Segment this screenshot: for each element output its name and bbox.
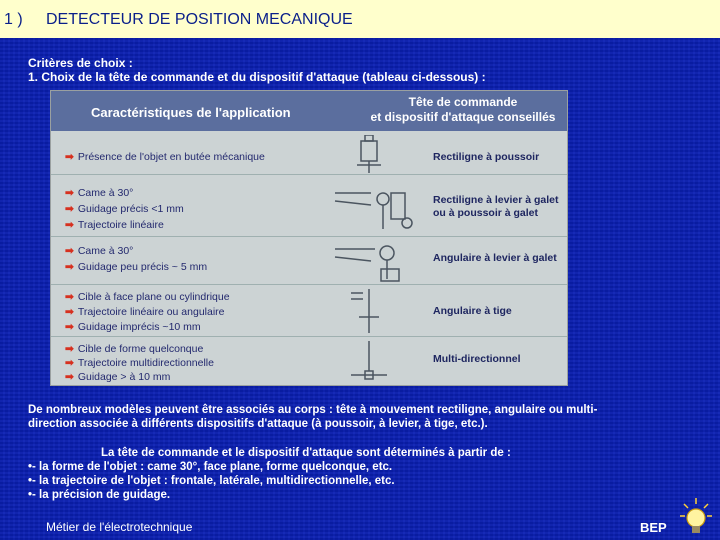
row-item	[65, 187, 133, 199]
list-item: •- la forme de l'objet : came 30°, face plane, forme quelconque, etc.	[28, 461, 393, 473]
row-item	[65, 321, 201, 333]
row-item-label: Cible de forme quelconque	[77, 343, 204, 355]
row-result-line: Rectiligne à levier à galet	[433, 194, 559, 206]
row-item	[65, 245, 133, 257]
list-item: •- la précision de guidage.	[28, 489, 171, 501]
paragraph-line: De nombreux modèles peuvent être associés au corps : tête à mouvement rectiligne, angulaire ou multi-	[28, 404, 598, 416]
footer-left: Métier de l'électrotechnique	[46, 520, 193, 534]
row-item-label: Cible à face plane ou cylindrique	[77, 291, 230, 303]
row-item-label: Guidage précis <1 mm	[77, 203, 184, 215]
row-item-label: Trajectoire multidirectionnelle	[77, 357, 214, 369]
arrow-icon: ➡	[65, 291, 74, 303]
row-result	[433, 353, 521, 366]
determination-list	[28, 460, 395, 502]
arrow-icon: ➡	[65, 187, 74, 199]
row-item-label: Trajectoire linéaire	[77, 219, 164, 231]
row-divider	[51, 336, 567, 337]
page-title: DETECTEUR DE POSITION MECANIQUE	[46, 11, 353, 28]
header-characteristics: Caractéristiques de l'application	[91, 105, 291, 120]
row-item-label: Guidage peu précis ~ 5 mm	[77, 261, 208, 273]
row-item-label: Came à 30°	[77, 245, 134, 257]
angular-lever-drawing	[331, 241, 431, 283]
row-item	[65, 371, 170, 383]
arrow-icon: ➡	[65, 321, 74, 333]
row-item	[65, 343, 203, 355]
row-item-label: Came à 30°	[77, 187, 134, 199]
rod-head-drawing	[331, 287, 431, 335]
row-result	[433, 305, 512, 318]
row-item-label: Présence de l'objet en butée mécanique	[77, 151, 265, 163]
row-result	[433, 252, 557, 265]
criteria-heading: Critères de choix :	[28, 56, 133, 70]
multi-directional-drawing	[331, 339, 431, 383]
header-recommended-line1: Tête de commande	[408, 95, 518, 109]
section-number: 1 )	[4, 11, 23, 28]
criteria-step-1: 1. Choix de la tête de commande et du dispositif d'attaque (tableau ci-dessous) :	[28, 70, 486, 84]
criteria-block	[28, 56, 486, 84]
arrow-icon: ➡	[65, 371, 74, 383]
selection-table	[50, 90, 568, 386]
footer-bep: BEP	[640, 520, 667, 535]
row-divider	[51, 174, 567, 175]
paragraph-models	[28, 403, 597, 431]
row-item-label: Trajectoire linéaire ou angulaire	[77, 306, 225, 318]
determination-intro: La tête de commande et le dispositif d'attaque sont déterminés à partir de :	[101, 447, 511, 459]
header-recommended-line2: et dispositif d'attaque conseillés	[370, 110, 556, 124]
row-item	[65, 306, 225, 318]
lightbulb-icon	[678, 496, 714, 536]
header-recommended	[363, 95, 563, 125]
arrow-icon: ➡	[65, 343, 74, 355]
roller-lever-drawing	[331, 183, 431, 233]
arrow-icon: ➡	[65, 245, 74, 257]
arrow-icon: ➡	[65, 219, 74, 231]
row-result	[433, 194, 558, 220]
row-item	[65, 357, 214, 369]
row-item	[65, 261, 207, 273]
arrow-icon: ➡	[65, 357, 74, 369]
row-item-label: Guidage imprécis ~10 mm	[77, 321, 201, 333]
arrow-icon: ➡	[65, 261, 74, 273]
row-item	[65, 151, 265, 163]
row-result-line: ou à poussoir à galet	[433, 207, 539, 219]
row-result	[433, 151, 539, 164]
row-item	[65, 291, 230, 303]
row-item	[65, 203, 184, 215]
row-item-label: Guidage > à 10 mm	[77, 371, 171, 383]
row-result-line: Multi-directionnel	[433, 353, 521, 365]
row-result-line: Angulaire à levier à galet	[433, 252, 557, 264]
paragraph-line: direction associée à différents dispositifs d'attaque (à poussoir, à levier, à tige, etc.).	[28, 418, 488, 430]
row-divider	[51, 236, 567, 237]
row-result-line: Rectiligne à poussoir	[433, 151, 540, 163]
arrow-icon: ➡	[65, 306, 74, 318]
plunger-head-drawing	[331, 135, 421, 175]
row-item	[65, 219, 164, 231]
arrow-icon: ➡	[65, 203, 74, 215]
row-result-line: Angulaire à tige	[433, 305, 512, 317]
list-item: •- la trajectoire de l'objet : frontale, latérale, multidirectionnelle, etc.	[28, 475, 395, 487]
table-header	[51, 91, 567, 131]
title-bar	[0, 0, 720, 38]
arrow-icon: ➡	[65, 151, 74, 163]
row-divider	[51, 284, 567, 285]
